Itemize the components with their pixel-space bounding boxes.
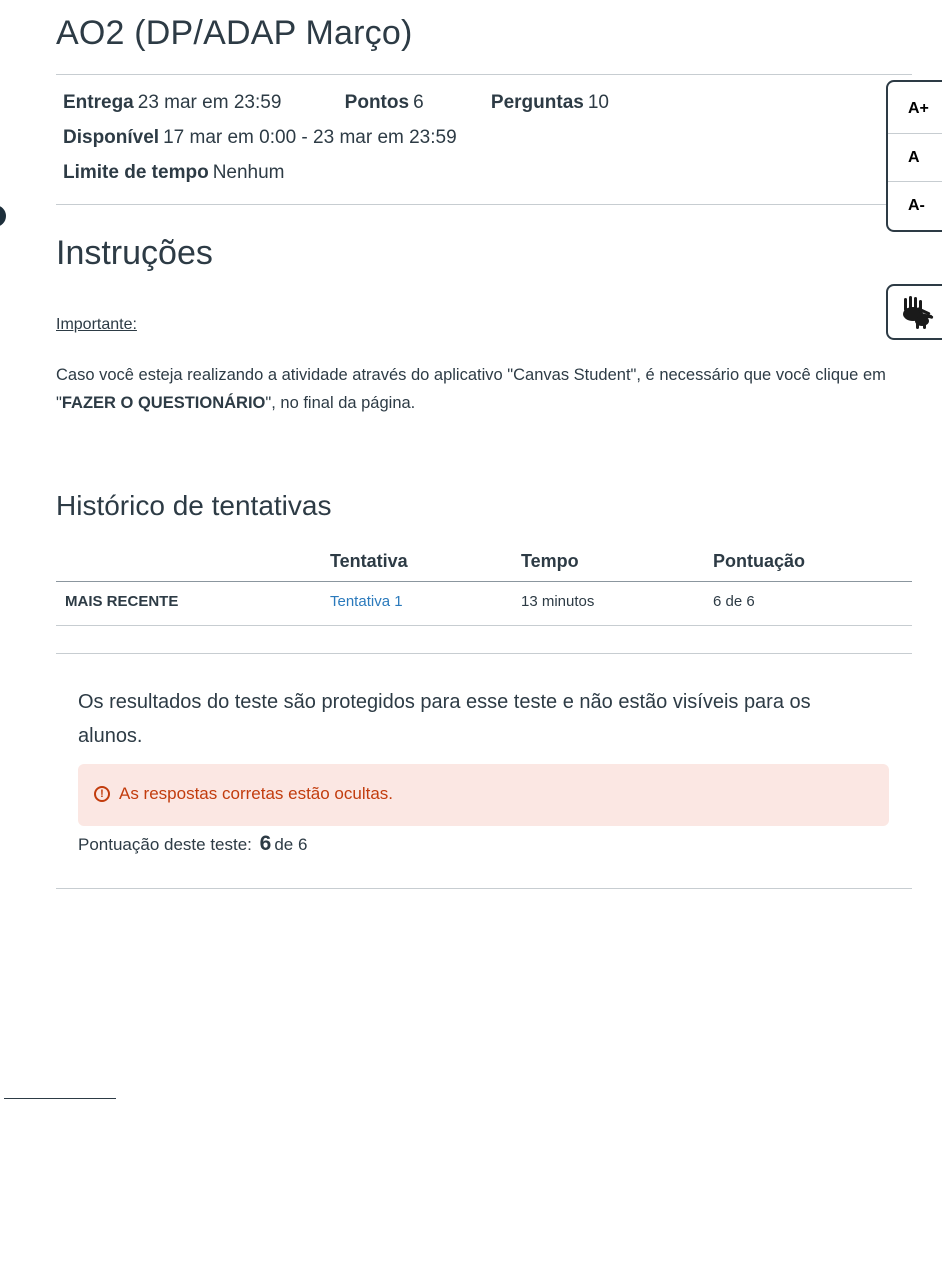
increase-font-button[interactable]: A+ (908, 100, 929, 117)
column-header-attempt: Tentativa (330, 551, 408, 571)
sign-language-icon (898, 295, 938, 329)
divider (56, 74, 912, 75)
questions-value: 10 (587, 92, 609, 113)
correct-answers-hidden-alert (78, 764, 889, 826)
points-value: 6 (413, 92, 424, 113)
instructions-heading: Instruções (56, 234, 213, 272)
quiz-details-line-3 (63, 162, 285, 184)
due-value: 23 mar em 23:59 (137, 92, 282, 113)
score-total: de 6 (274, 835, 308, 854)
quiz-details-line-1 (63, 92, 609, 114)
attempt-history-heading: Histórico de tentativas (56, 490, 332, 521)
available-value: 17 mar em 0:00 - 23 mar em 23:59 (163, 127, 457, 148)
quiz-score (78, 832, 307, 856)
attempt-link[interactable]: Tentativa 1 (330, 593, 403, 610)
sign-language-button[interactable] (886, 284, 942, 340)
warning-icon: ! (94, 786, 110, 802)
collapse-handle-icon[interactable] (0, 205, 6, 227)
questions-label: Perguntas (490, 92, 584, 113)
table-header-divider (56, 581, 912, 582)
quiz-details-line-2 (63, 127, 457, 149)
due-label: Entrega (63, 92, 134, 113)
important-label: Importante: (56, 316, 137, 333)
results-protected-text: Os resultados do teste são protegidos para esse teste e não estão visíveis para os alunos. (78, 691, 811, 747)
divider (56, 888, 912, 889)
take-quiz-emphasis: FAZER O QUESTIONÁRIO (61, 394, 266, 412)
page-title: AO2 (DP/ADAP Março) (56, 14, 413, 52)
decrease-font-button[interactable]: A- (888, 181, 942, 229)
instructions-text-part: Caso você esteja realizando a atividade através do aplicativo "Canvas Student", é necessário que você clique em " (56, 366, 886, 412)
time-limit-label: Limite de tempo (63, 162, 209, 183)
points-label: Pontos (344, 92, 410, 113)
alert-text: As respostas corretas estão ocultas. (119, 784, 394, 803)
attempt-score: 6 de 6 (713, 593, 755, 610)
time-limit-value: Nenhum (212, 162, 285, 183)
row-label: MAIS RECENTE (65, 593, 179, 610)
instructions-text (56, 361, 916, 417)
normal-font-button[interactable]: A (888, 133, 942, 181)
column-header-score: Pontuação (713, 551, 806, 571)
score-value: 6 (259, 832, 272, 855)
attempt-time: 13 minutos (521, 593, 595, 610)
instructions-text-part: ", no final da página. (265, 394, 416, 412)
divider (56, 653, 912, 654)
available-label: Disponível (63, 127, 160, 148)
table-row-divider (56, 625, 912, 626)
column-header-time: Tempo (521, 551, 579, 571)
footnote-divider (4, 1098, 116, 1099)
score-label: Pontuação deste teste: (78, 835, 252, 854)
divider (56, 204, 912, 205)
font-size-toolbar (886, 80, 942, 232)
